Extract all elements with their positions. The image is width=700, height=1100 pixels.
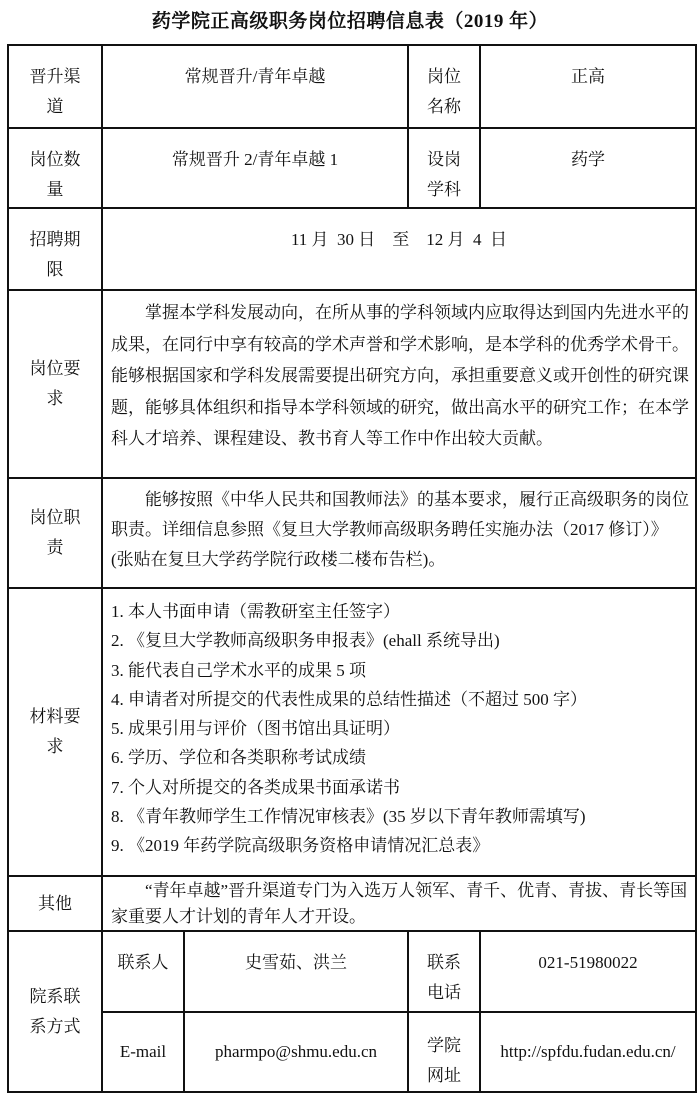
value-position-name: 正高: [480, 45, 696, 128]
label-discipline: 设岗学科: [408, 128, 480, 208]
value-phone: 021-51980022: [480, 931, 696, 1012]
label-contact-person: 联系人: [102, 931, 184, 1012]
value-channel: 常规晋升/青年卓越: [102, 45, 408, 128]
list-item: 9. 《2019 年药学院高级职务资格申请情况汇总表》: [111, 836, 490, 856]
list-item: 4. 申请者对所提交的代表性成果的总结性描述（不超过 500 字）: [111, 689, 587, 709]
label-contact: 院系联系方式: [8, 931, 102, 1092]
materials-list: [102, 588, 696, 876]
label-channel: 晋升渠道: [8, 45, 102, 128]
label-requirements: 岗位要求: [8, 290, 102, 478]
label-period: 招聘期限: [8, 208, 102, 290]
row-materials: [8, 588, 696, 876]
row-requirements: [8, 290, 696, 478]
list-item: 7. 个人对所提交的各类成果书面承诺书: [111, 777, 400, 797]
label-phone: 联系电话: [408, 931, 480, 1012]
value-other: “青年卓越”晋升渠道专门为入选万人领军、青千、优青、青拔、青长等国家重要人才计划的青年人才开设。: [102, 876, 696, 931]
row-contact-email: [8, 1012, 696, 1092]
row-other: [8, 876, 696, 931]
label-other: 其他: [8, 876, 102, 931]
value-count: 常规晋升 2/青年卓越 1: [102, 128, 408, 208]
list-item: 2. 《复旦大学教师高级职务申报表》(ehall 系统导出): [111, 631, 500, 651]
label-duties: 岗位职责: [8, 478, 102, 588]
label-count: 岗位数量: [8, 128, 102, 208]
list-item: 5. 成果引用与评价（图书馆出具证明）: [111, 719, 400, 739]
value-website[interactable]: http://spfdu.fudan.edu.cn/: [480, 1012, 696, 1092]
list-item: 6. 学历、学位和各类职称考试成绩: [111, 748, 366, 768]
label-position-name: 岗位名称: [408, 45, 480, 128]
value-email[interactable]: pharmpo@shmu.edu.cn: [184, 1012, 408, 1092]
row-period: [8, 208, 696, 290]
list-item: 3. 能代表自己学术水平的成果 5 项: [111, 660, 366, 680]
list-item: 1. 本人书面申请（需教研室主任签字）: [111, 602, 400, 621]
list-item: 8. 《青年教师学生工作情况审核表》(35 岁以下青年教师需填写): [111, 807, 586, 827]
value-contact-person: 史雪茹、洪兰: [184, 931, 408, 1012]
label-email: E-mail: [102, 1012, 184, 1092]
row-contact-person: [8, 931, 696, 1012]
value-requirements: 掌握本学科发展动向，在所从事的学科领域内应取得达到国内先进水平的成果，在同行中享有较高的学术声誉和学术影响，是本学科的优秀学术骨干。能够根据国家和学科发展需要提出研究方向，承担重要意义或开创性的研究课题，能够具体组织和指导本学科领域的研究，做出高水平的研究工作；在本学科人才培养、课程建设、教书育人等工作中作出较大贡献。: [102, 290, 696, 478]
recruitment-info-table: [7, 44, 697, 1093]
label-materials: 材料要求: [8, 588, 102, 876]
value-period: 11 月 30 日 至 12 月 4 日: [102, 208, 696, 290]
row-duties: [8, 478, 696, 588]
row-count: [8, 128, 696, 208]
value-discipline: 药学: [480, 128, 696, 208]
label-website: 学院网址: [408, 1012, 480, 1092]
row-channel: [8, 45, 696, 128]
document-title: 药学院正高级职务岗位招聘信息表（2019 年）: [151, 11, 549, 32]
value-duties: 能够按照《中华人民共和国教师法》的基本要求，履行正高级职务的岗位职责。详细信息参照《复旦大学教师高级职务聘任实施办法（2017 修订）》(张贴在复旦大学药学院行政楼二楼布告栏)。: [102, 478, 696, 588]
